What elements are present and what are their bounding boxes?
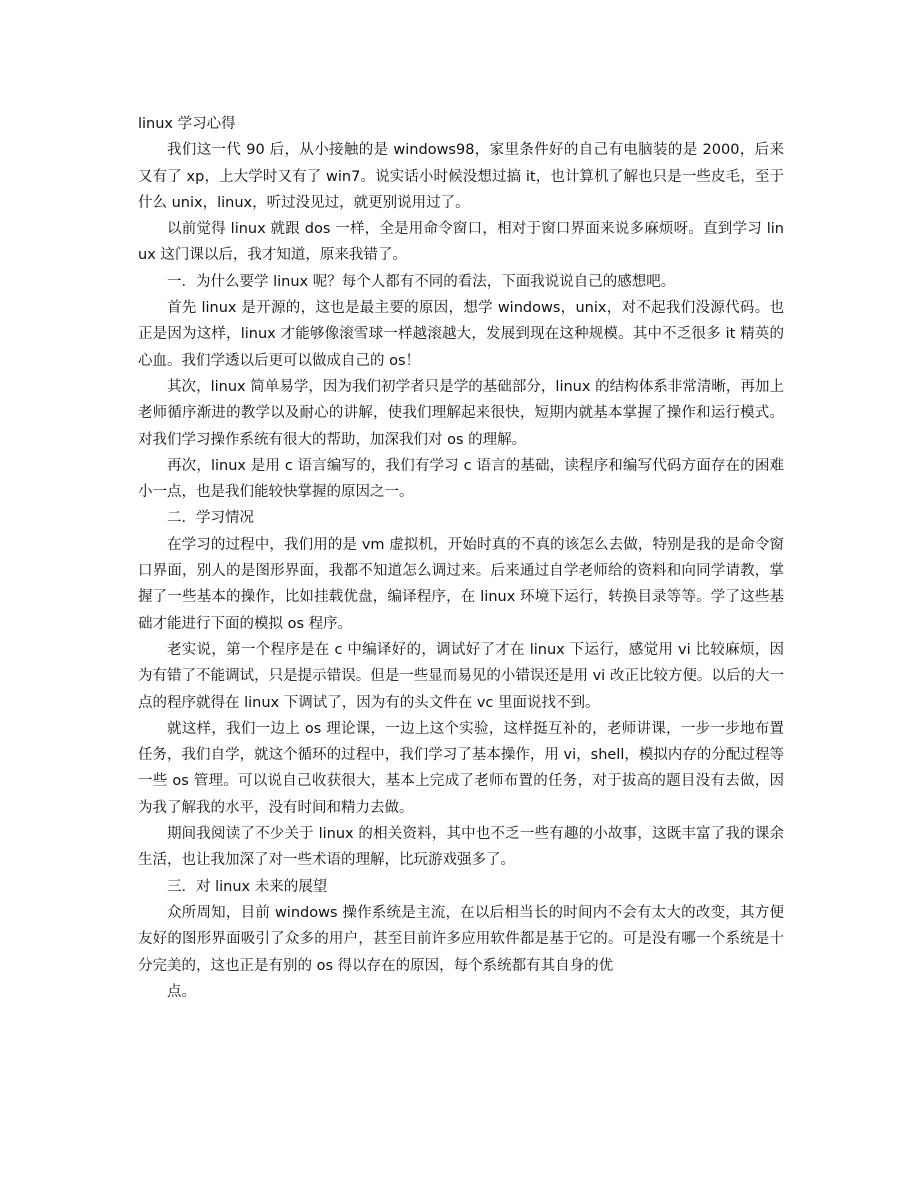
paragraph-first-program: 老实说，第一个程序是在 c 中编译好的，调试好了才在 linux 下运行，感觉用 vi 比较麻烦，因为有错了不能调试，只是提示错误。但是一些显而易见的小错误还是用 vi 改正比较方便。以后的大一点的程序就得在 linux 下调试了，因为有的头文件在 vc 里面说找不到。 <box>138 641 784 711</box>
paragraph-tail: 点。 <box>167 983 196 1000</box>
paragraph-os-course: 就这样，我们一边上 os 理论课，一边上这个实验，这样挺互补的，老师讲课，一步一步地布置任务，我们自学，就这个循环的过程中，我们学习了基本操作，用 vi，shell，模拟内存的分配过程等一些 os 管理。可以说自己收获很大，基本上完成了老师布置的任务，对于拔高的题目没有去做，因为我了解我的水平，没有时间和精力去做。 <box>138 720 784 816</box>
paragraph-intro: 我们这一代 90 后，从小接触的是 windows98，家里条件好的自己有电脑装的是 2000，后来又有了 xp，上大学时又有了 win7。说实话小时候没想过搞 it，也计算机了解也只是一些皮毛，至于什么 unix，linux，听过没见过，就更别说用过了。 <box>138 142 784 211</box>
paragraph-windows-mainstream: 众所周知，目前 windows 操作系统是主流，在以后相当长的时间内不会有太大的改变，其方便友好的图形界面吸引了众多的用户，甚至目前许多应用软件都是基于它的。可是没有哪一个系统是十分完美的，这也正是有别的 os 得以存在的原因，每个系统都有其自身的优 <box>138 904 784 974</box>
section-heading-future: 三．对 linux 未来的展望 <box>167 878 328 895</box>
paragraph-c-language: 再次，linux 是用 c 语言编写的，我们有学习 c 语言的基础，读程序和编写代码方面存在的困难小一点，也是我们能较快掌握的原因之一。 <box>138 457 784 501</box>
paragraph-reading: 期间我阅读了不少关于 linux 的相关资料，其中也不乏一些有趣的小故事，这既丰富了我的课余生活，也让我加深了对一些术语的理解，比玩游戏强多了。 <box>138 826 784 869</box>
paragraph-easy-to-learn: 其次，linux 简单易学，因为我们初学者只是学的基础部分，linux 的结构体系非常清晰，再加上老师循序渐进的教学以及耐心的讲解，使我们理解起来很快，短期内就基本掌握了操作和运行模式。对我们学习操作系统有很大的帮助，加深我们对 os 的理解。 <box>138 378 784 448</box>
document-title: linux 学习心得 <box>138 116 236 132</box>
section-heading-why-linux: 一．为什么要学 linux 呢？每个人都有不同的看法，下面我说说自己的感想吧。 <box>167 273 676 290</box>
section-heading-learning: 二．学习情况 <box>167 510 254 527</box>
paragraph-open-source: 首先 linux 是开源的，这也是最主要的原因，想学 windows，unix，对不起我们没源代码。也正是因为这样，linux 才能够像滚雪球一样越滚越大，发展到现在这种规模。其中不乏很多 it 精英的心血。我们学透以后更可以做成自己的 os！ <box>138 300 784 369</box>
paragraph-previous-view: 以前觉得 linux 就跟 dos 一样，全是用命令窗口，相对于窗口界面来说多麻烦呀。直到学习 linux 这门课以后，我才知道，原来我错了。 <box>138 221 784 264</box>
paragraph-vm-experience: 在学习的过程中，我们用的是 vm 虚拟机，开始时真的不真的该怎么去做，特别是我的是命令窗口界面，别人的是图形界面，我都不知道怎么调过来。后来通过自学老师给的资料和向同学请教，掌握了一些基本的操作，比如挂载优盘，编译程序，在 linux 环境下运行，转换目录等等。学了这些基础才能进行下面的模拟 os 程序。 <box>138 536 784 632</box>
document-page <box>138 111 784 1005</box>
